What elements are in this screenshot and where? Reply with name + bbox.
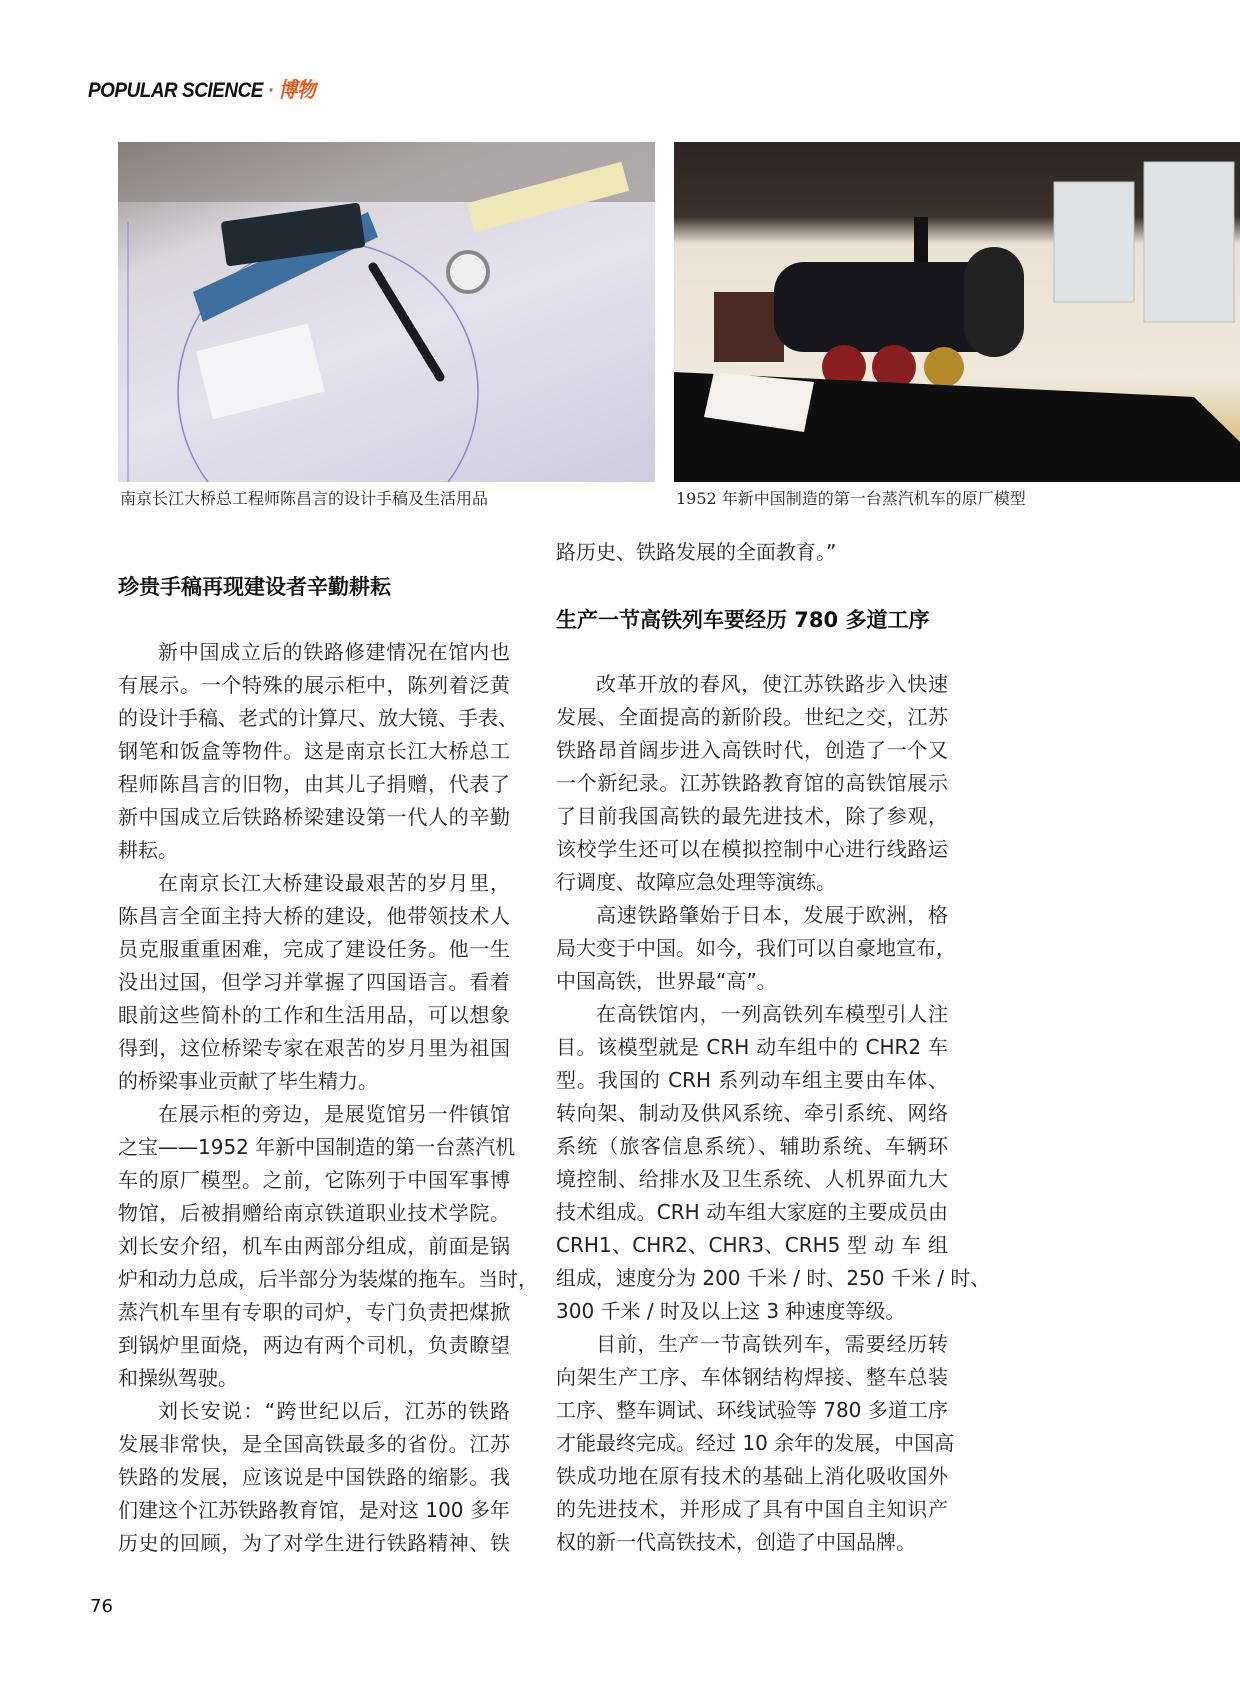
text-line: 新中国成立后的铁路修建情况在馆内也 xyxy=(158,640,510,664)
text-line: 炉和动力总成，后半部分为装煤的拖车。当时， xyxy=(118,1267,538,1291)
text-line: 行调度、故障应急处理等演练。 xyxy=(556,870,836,894)
text-line: 向架生产工序、车体钢结构焊接、整车总装 xyxy=(556,1365,948,1389)
text-line: 没出过国，但学习并掌握了四国语言。看着 xyxy=(118,970,510,994)
page-number: 76 xyxy=(90,1596,113,1617)
text-line: 陈昌言全面主持大桥的建设，他带领技术人 xyxy=(118,904,510,928)
text-line: 铁路的发展，应该说是中国铁路的缩影。我 xyxy=(118,1465,510,1489)
text-line: 300 千米 / 时及以上这 3 种速度等级。 xyxy=(556,1299,906,1323)
text-line: 目前，生产一节高铁列车，需要经历转 xyxy=(596,1332,948,1356)
photo-steam-locomotive-model xyxy=(674,142,1240,482)
text-line: 到锅炉里面烧，两边有两个司机，负责瞭望 xyxy=(118,1333,510,1357)
text-line: 耕耘。 xyxy=(118,838,178,862)
text-line: 在高铁馆内，一列高铁列车模型引人注 xyxy=(596,1002,948,1026)
text-line: 之宝——1952 年新中国制造的第一台蒸汽机 xyxy=(118,1135,516,1159)
photo-design-manuscripts xyxy=(118,142,655,482)
text-line: 工序、整车调试、环线试验等 780 多道工序 xyxy=(556,1398,948,1422)
text-line: 才能最终完成。经过 10 余年的发展，中国高 xyxy=(556,1431,955,1455)
left-column-body xyxy=(118,636,538,1560)
text-line: 目。该模型就是 CRH 动车组中的 CHR2 车 xyxy=(556,1035,948,1059)
section-heading-right: 生产一节高铁列车要经历 780 多道工序 xyxy=(556,608,930,632)
text-line: 的设计手稿、老式的计算尺、放大镜、手表、 xyxy=(118,706,518,730)
text-line: 发展非常快，是全国高铁最多的省份。江苏 xyxy=(118,1432,510,1456)
text-line: 该校学生还可以在模拟控制中心进行线路运 xyxy=(556,837,948,861)
text-line: 有展示。一个特殊的展示柜中，陈列着泛黄 xyxy=(118,673,510,697)
text-line: 钢笔和饭盒等物件。这是南京长江大桥总工 xyxy=(118,739,510,763)
magazine-header xyxy=(88,74,315,104)
text-line: 在展示柜的旁边，是展览馆另一件镇馆 xyxy=(158,1102,510,1126)
photo-caption-right: 1952 年新中国制造的第一台蒸汽机车的原厂模型 xyxy=(676,489,1026,508)
text-line: 在南京长江大桥建设最艰苦的岁月里， xyxy=(158,871,510,895)
text-line: 刘长安介绍，机车由两部分组成，前面是锅 xyxy=(118,1234,510,1258)
text-line: 境控制、给排水及卫生系统、人机界面九大 xyxy=(556,1167,948,1191)
text-line: 发展、全面提高的新阶段。世纪之交，江苏 xyxy=(556,705,948,729)
text-line: 蒸汽机车里有专职的司炉，专门负责把煤掀 xyxy=(118,1300,510,1324)
text-line: 路历史、铁路发展的全面教育。” xyxy=(556,540,837,564)
manuscript-illustration xyxy=(118,142,655,482)
text-line: 高速铁路肇始于日本，发展于欧洲，格 xyxy=(596,903,948,927)
section-heading-left: 珍贵手稿再现建设者辛勤耕耘 xyxy=(118,575,391,599)
text-line: 和操纵驾驶。 xyxy=(118,1366,238,1390)
text-line: 们建这个江苏铁路教育馆，是对这 100 多年 xyxy=(118,1498,510,1522)
right-column-body xyxy=(556,668,991,1559)
text-line: 系统（旅客信息系统）、辅助系统、车辆环 xyxy=(556,1134,948,1158)
text-line: 的桥梁事业贡献了毕生精力。 xyxy=(118,1069,378,1093)
text-line: 刘长安说：“跨世纪以后，江苏的铁路 xyxy=(158,1399,510,1423)
text-line: 的先进技术，并形成了具有中国自主知识产 xyxy=(556,1497,948,1521)
text-line: 员克服重重困难，完成了建设任务。他一生 xyxy=(118,937,510,961)
text-line: 新中国成立后铁路桥梁建设第一代人的辛勤 xyxy=(118,805,510,829)
continuation-line xyxy=(556,536,948,569)
brand-name: POPULAR SCIENCE xyxy=(88,79,263,102)
text-line: 眼前这些简朴的工作和生活用品，可以想象 xyxy=(118,1003,510,1027)
text-line: 中国高铁，世界最“高”。 xyxy=(556,969,777,993)
text-line: 技术组成。CRH 动车组大家庭的主要成员由 xyxy=(556,1200,948,1224)
text-line: 车的原厂模型。之前，它陈列于中国军事博 xyxy=(118,1168,510,1192)
text-line: 权的新一代高铁技术，创造了中国品牌。 xyxy=(556,1530,916,1554)
text-line: 物馆，后被捐赠给南京铁道职业技术学院。 xyxy=(118,1201,510,1225)
text-line: 组成，速度分为 200 千米 / 时、250 千米 / 时、 xyxy=(556,1266,991,1290)
text-line: 型。我国的 CRH 系列动车组主要由车体、 xyxy=(556,1068,948,1092)
text-line: 改革开放的春风，使江苏铁路步入快速 xyxy=(596,672,948,696)
text-line: 得到，这位桥梁专家在艰苦的岁月里为祖国 xyxy=(118,1036,510,1060)
photo-caption-left: 南京长江大桥总工程师陈昌言的设计手稿及生活用品 xyxy=(120,489,489,508)
text-line: 转向架、制动及供风系统、牵引系统、网络 xyxy=(556,1101,948,1125)
text-line: 程师陈昌言的旧物，由其儿子捐赠，代表了 xyxy=(118,772,510,796)
text-line: CRH1、CHR2、CHR3、CRH5 型 动 车 组 xyxy=(556,1233,948,1257)
header-separator: · xyxy=(267,79,274,102)
text-line: 铁成功地在原有技术的基础上消化吸收国外 xyxy=(556,1464,948,1488)
locomotive-illustration xyxy=(674,142,1240,482)
text-line: 局大变于中国。如今，我们可以自豪地宣布， xyxy=(556,936,956,960)
text-line: 一个新纪录。江苏铁路教育馆的高铁馆展示 xyxy=(556,771,948,795)
section-name: 博物 xyxy=(278,79,316,102)
text-line: 历史的回顾，为了对学生进行铁路精神、铁 xyxy=(118,1531,510,1555)
text-line: 了目前我国高铁的最先进技术，除了参观， xyxy=(556,804,948,828)
text-line: 铁路昂首阔步进入高铁时代，创造了一个又 xyxy=(556,738,948,762)
